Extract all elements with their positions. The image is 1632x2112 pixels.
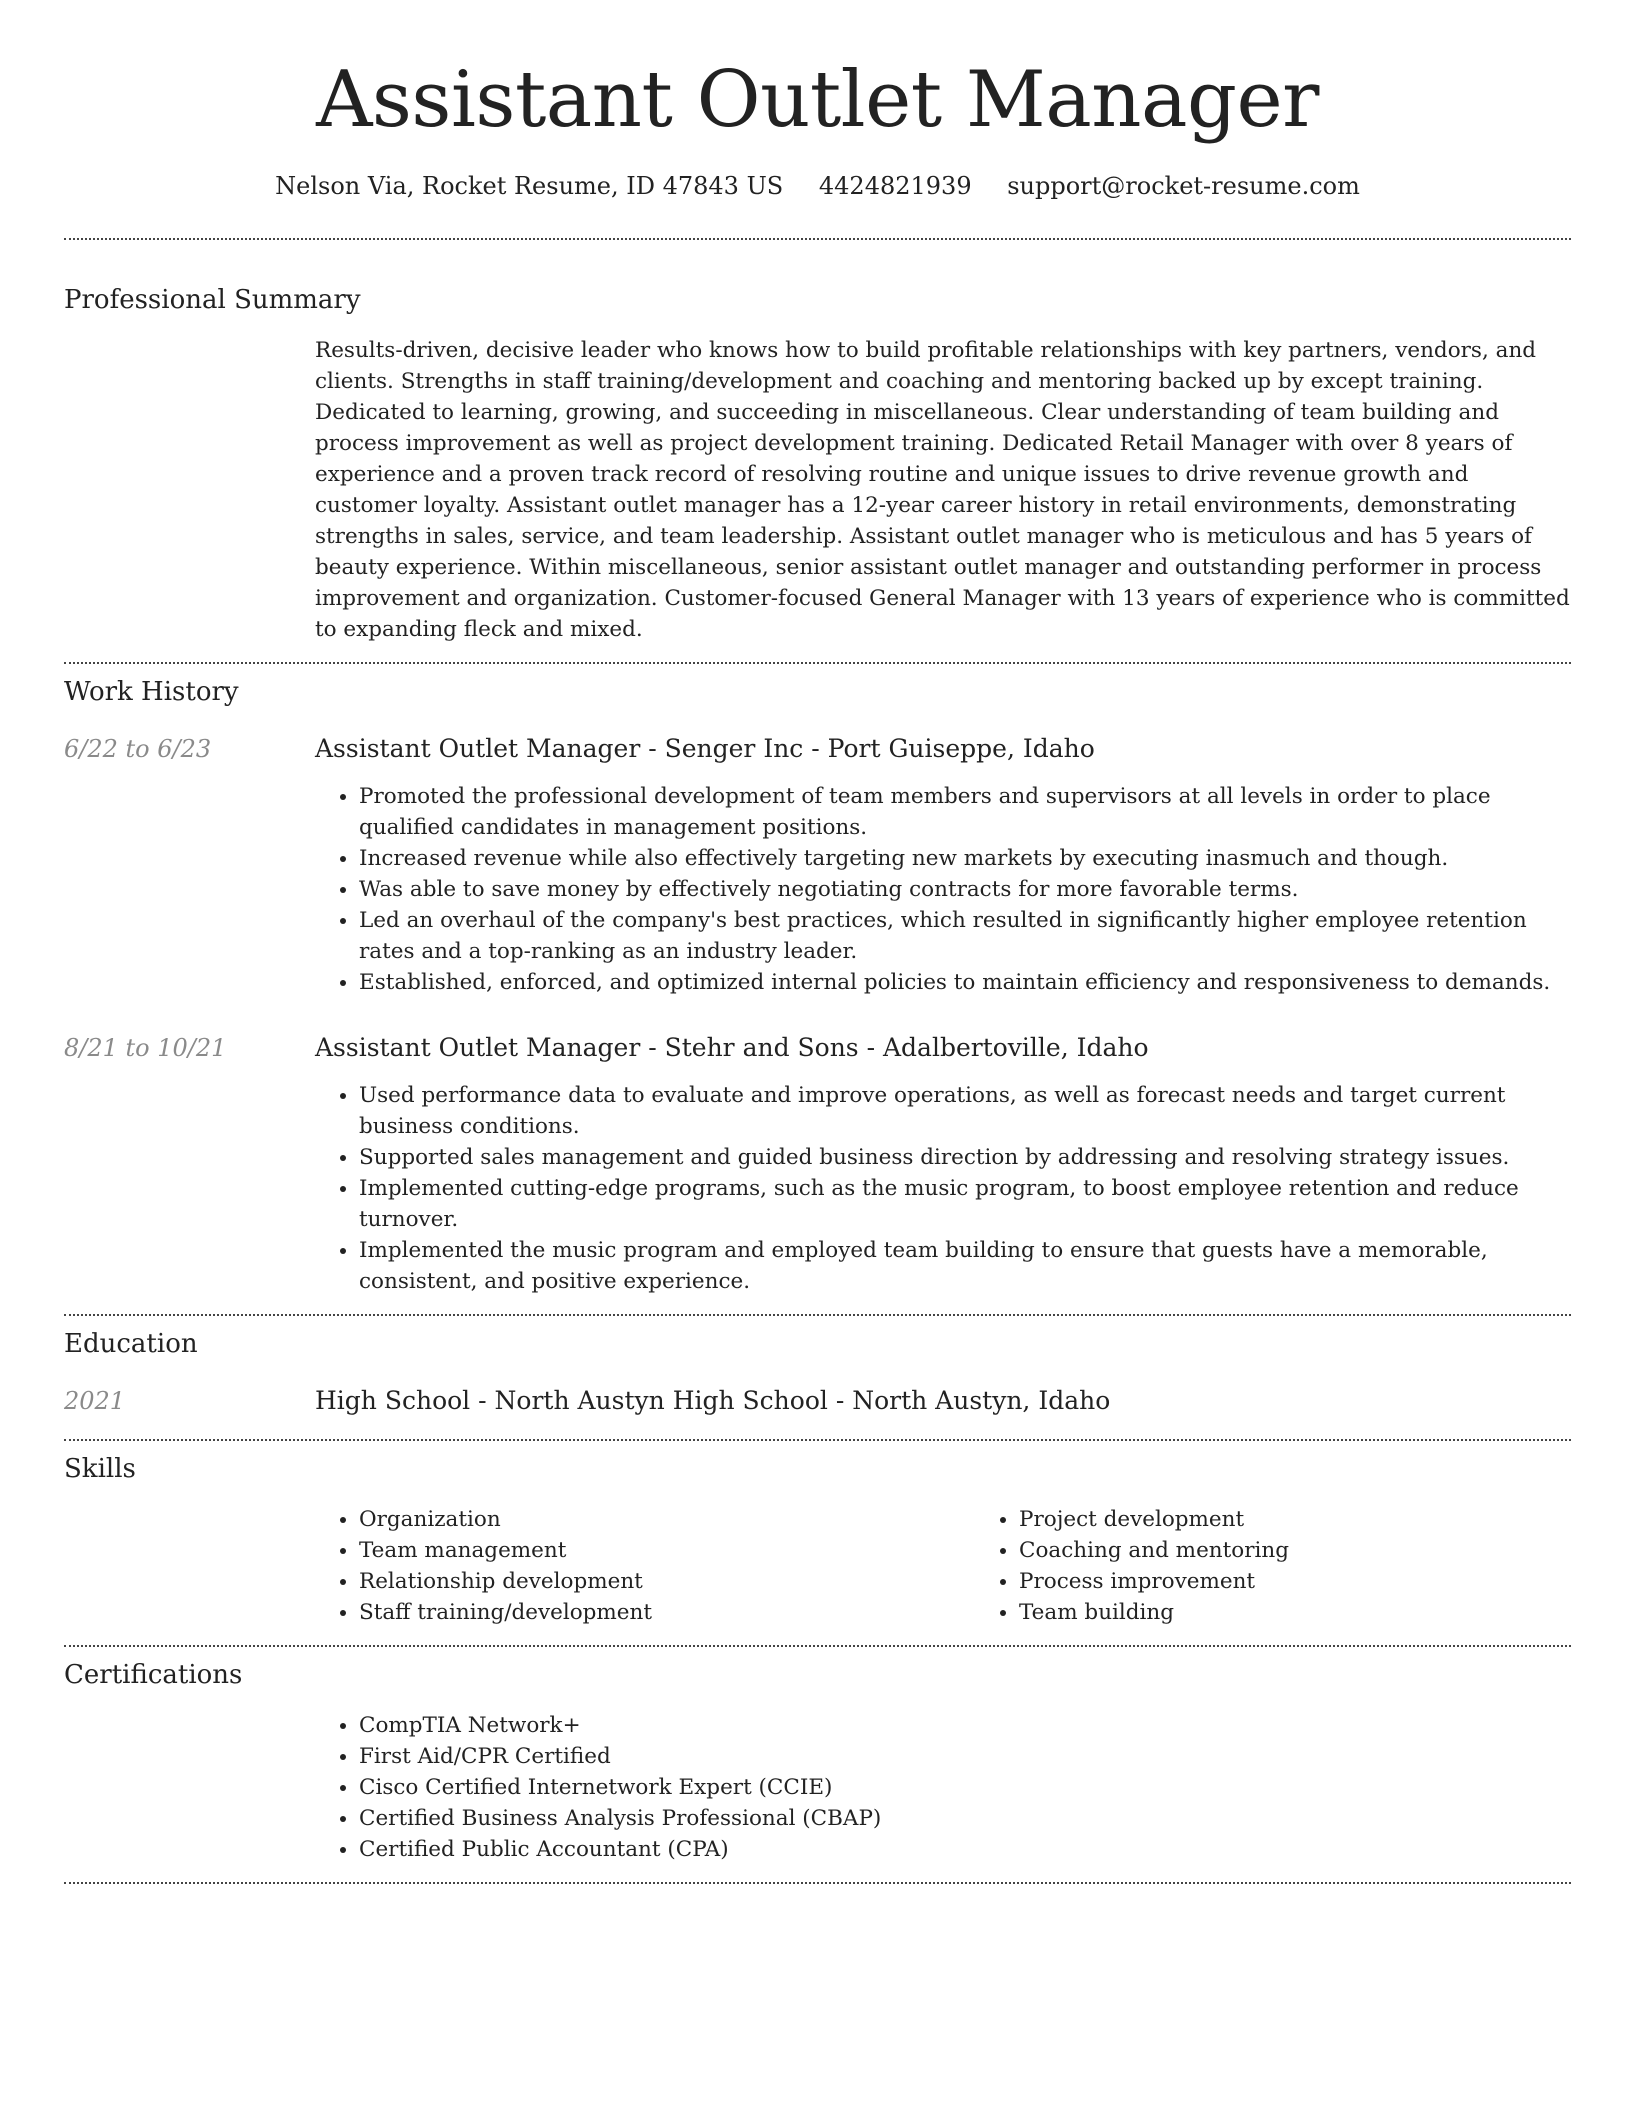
skill-item: • Coaching and mentoring xyxy=(1019,1535,1632,1566)
skill-item: • Process improvement xyxy=(1019,1566,1632,1597)
certifications-list xyxy=(315,1710,1571,1865)
divider xyxy=(64,1645,1571,1647)
summary-left-spacer xyxy=(64,335,315,645)
certification-item: • Cisco Certified Internetwork Expert (CCIE) xyxy=(359,1772,1571,1803)
divider xyxy=(64,1882,1571,1884)
resume-title: Assistant Outlet Manager xyxy=(316,55,1319,145)
certifications-body xyxy=(315,1710,1571,1865)
resume-page xyxy=(64,0,1571,1884)
contact-phone: 4424821939 xyxy=(818,172,972,200)
job-entry xyxy=(64,1032,1571,1297)
summary-text: Results-driven, decisive leader who knows how to build profitable relationships with key partners, vendors, and clients. Strengths in staff training/development and coaching and mentoring backed up by except training. Dedicated to learning, growing, and succeeding in miscellaneous. Clear understanding of team building and process improvement as well as project development training. Dedicated Retail Manager with over 8 years of experience and a proven track record of resolving routine and unique issues to drive revenue growth and customer loyalty. Assistant outlet manager has a 12-year career history in retail environments, demonstrating strengths in sales, service, and team leadership. Assistant outlet manager who is meticulous and has 5 years of beauty experience. Within miscellaneous, senior assistant outlet manager and outstanding performer in process improvement and organization. Customer-focused General Manager with 13 years of experience who is committed to expanding fleck and mixed. xyxy=(315,338,1570,642)
skill-item: • Staff training/development xyxy=(359,1597,975,1628)
job-bullet: • Used performance data to evaluate and improve operations, as well as forecast needs and target current business conditions. xyxy=(359,1080,1571,1142)
job-dates: 6/22 to 6/23 xyxy=(64,735,212,763)
divider xyxy=(64,662,1571,664)
skills-body xyxy=(315,1504,1632,1628)
certification-item: • CompTIA Network+ xyxy=(359,1710,1571,1741)
job-title: Assistant Outlet Manager - Senger Inc - Port Guiseppe, Idaho xyxy=(315,734,1095,763)
section-heading-skills: Skills xyxy=(64,1454,136,1484)
skills-list-left xyxy=(315,1504,975,1628)
job-bullet: • Promoted the professional development of team members and supervisors at all levels in order to place qualified candidates in management positions. xyxy=(359,781,1571,843)
divider xyxy=(64,238,1571,240)
job-dates: 8/21 to 10/21 xyxy=(64,1034,227,1062)
job-bullet: • Established, enforced, and optimized internal policies to maintain efficiency and responsiveness to demands. xyxy=(359,967,1571,998)
section-heading-education: Education xyxy=(64,1329,198,1359)
contact-address: Nelson Via, Rocket Resume, ID 47843 US xyxy=(275,172,784,200)
skills-grid xyxy=(315,1504,1632,1628)
skills-list-right xyxy=(975,1504,1632,1628)
section-heading-summary: Professional Summary xyxy=(64,285,361,315)
job-bullet: • Was able to save money by effectively negotiating contracts for more favorable terms. xyxy=(359,874,1571,905)
education-entry xyxy=(64,1385,1571,1417)
education-body xyxy=(315,1385,1571,1417)
job-bullet: • Supported sales management and guided business direction by addressing and resolving strategy issues. xyxy=(359,1142,1571,1173)
certification-item: • First Aid/CPR Certified xyxy=(359,1741,1571,1772)
divider xyxy=(64,1439,1571,1441)
summary-row xyxy=(64,335,1571,645)
job-bullets xyxy=(315,1080,1571,1297)
job-bullet: • Implemented the music program and employed team building to ensure that guests have a memorable, consistent, and positive experience. xyxy=(359,1235,1571,1297)
job-title: Assistant Outlet Manager - Stehr and Sons - Adalbertoville, Idaho xyxy=(315,1033,1149,1062)
job-body xyxy=(315,733,1571,998)
skill-item: • Project development xyxy=(1019,1504,1632,1535)
certifications-row xyxy=(64,1710,1571,1865)
summary-body xyxy=(315,335,1571,645)
job-bullets xyxy=(315,781,1571,998)
skill-item: • Organization xyxy=(359,1504,975,1535)
divider xyxy=(64,1314,1571,1316)
section-heading-work: Work History xyxy=(64,677,239,707)
skills-left-spacer xyxy=(64,1504,315,1628)
certifications-left-spacer xyxy=(64,1710,315,1865)
contact-line xyxy=(64,170,1571,202)
skill-item: • Relationship development xyxy=(359,1566,975,1597)
contact-email: support@rocket-resume.com xyxy=(1007,172,1360,200)
certification-item: • Certified Business Analysis Professional (CBAP) xyxy=(359,1803,1571,1834)
skills-row xyxy=(64,1504,1571,1628)
job-bullet: • Increased revenue while also effectively targeting new markets by executing inasmuch and though. xyxy=(359,843,1571,874)
education-title: High School - North Austyn High School - North Austyn, Idaho xyxy=(315,1386,1111,1415)
skill-item: • Team building xyxy=(1019,1597,1632,1628)
job-entry xyxy=(64,733,1571,998)
job-bullet: • Led an overhaul of the company's best practices, which resulted in significantly higher employee retention rates and a top-ranking as an industry leader. xyxy=(359,905,1571,967)
education-year: 2021 xyxy=(64,1387,126,1415)
section-heading-certifications: Certifications xyxy=(64,1660,243,1690)
skill-item: • Team management xyxy=(359,1535,975,1566)
job-bullet: • Implemented cutting-edge programs, such as the music program, to boost employee retention and reduce turnover. xyxy=(359,1173,1571,1235)
job-body xyxy=(315,1032,1571,1297)
certification-item: • Certified Public Accountant (CPA) xyxy=(359,1834,1571,1865)
